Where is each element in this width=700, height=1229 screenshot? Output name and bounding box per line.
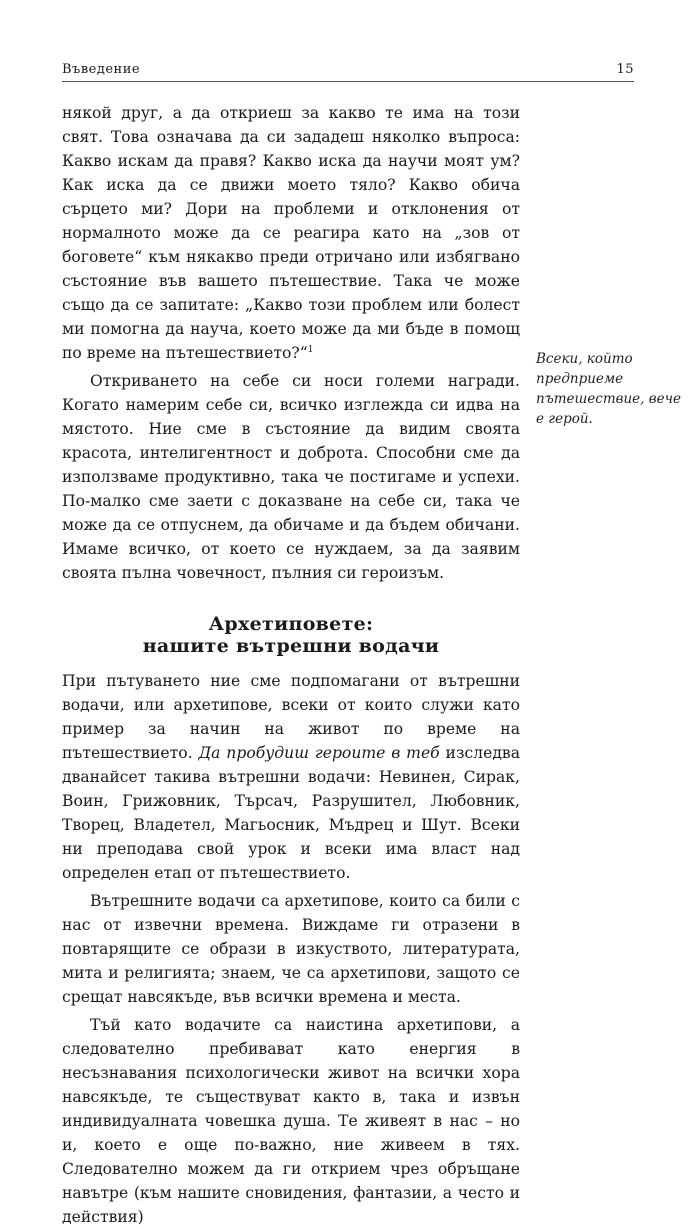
paragraph-1 xyxy=(62,101,520,365)
section-heading-line-1: Архетиповете: xyxy=(208,613,374,635)
page-number: 15 xyxy=(616,62,634,77)
book-title-italic: Да пробудиш героите в теб xyxy=(198,744,440,762)
footnote-marker[interactable]: 1 xyxy=(307,344,314,355)
paragraph-3-part-b: изследва дванайсет такива вътрешни водачи: Невинен, Сирак, Воин, Грижовник, Търсач, Разрушител, Любовник, Творец, Владетел, Магьосник, Мъдрец и Шут. Всеки ни преподава свой урок и всеки има власт над определен етап от пътешествието. xyxy=(62,744,520,882)
section-heading-line-2: нашите вътрешни водачи xyxy=(142,635,440,657)
paragraph-5: Тъй като водачите са наистина архетипови, а следователно пребивават като енергия в несъзнавания психологически живот на всички хора навсякъде, те съществуват както в, така и извън индивидуалната човешка душа. Те живеят в нас – но и, което е още по-важно, ние живеем в тях. Следователно можем да ги открием чрез обръщане навътре (към нашите сновидения, фантазии, а често и действия) xyxy=(62,1016,520,1226)
paragraph-3 xyxy=(62,669,520,885)
paragraph-2: Откриването на себе си носи големи награди. Когато намерим себе си, всичко изглежда си идва на мястото. Ние сме в състояние да видим своята красота, интелигентност и доброта. Способни сме да използваме продуктивно, така че постигаме и успехи. По-малко сме заети с доказване на себе си, така че може да се отпуснем, да обичаме и да бъдем обичани. Имаме всичко, от което се нуждаем, за да заявим своята пълна човечност, пълния си героизъм. xyxy=(62,372,520,582)
section-heading xyxy=(62,613,520,657)
header-rule xyxy=(62,81,634,82)
main-text-column xyxy=(62,101,520,1229)
margin-note: Всеки, който предприеме пътешествие, вече е герой. xyxy=(536,351,681,427)
running-header xyxy=(62,62,634,80)
section-title: Въведение xyxy=(62,62,141,77)
paragraph-4: Вътрешните водачи са архетипове, които са били с нас от извечни времена. Виждаме ги отразени в повтарящите се образи в изкуството, литературата, мита и религията; знаем, че са архетипови, защото се срещат навсякъде, във всички времена и места. xyxy=(62,892,520,1006)
paragraph-3-part-a: При пътуването ние сме подпомагани от вътрешни водачи, или архетипове, всеки от които служи като пример за начин на живот по време на пътешествието. xyxy=(62,672,520,762)
paragraph-1-text: някой друг, а да откриеш за какво те има на този свят. Това означава да си зададеш няколко въпроса: Какво искам да правя? Какво иска да научи моят ум? Как иска да се движи моето тяло? Какво обича сърцето ми? Дори на проблеми и отклонения от нормалното може да се реагира като на „зов от боговете“ към някакво преди отричано или избягвано състояние във вашето пътешествие. Така че може също да се запитате: „Какво този проблем или болест ми помогна да науча, което може да ми бъде в помощ по време на пътешествието?“ xyxy=(62,104,520,362)
